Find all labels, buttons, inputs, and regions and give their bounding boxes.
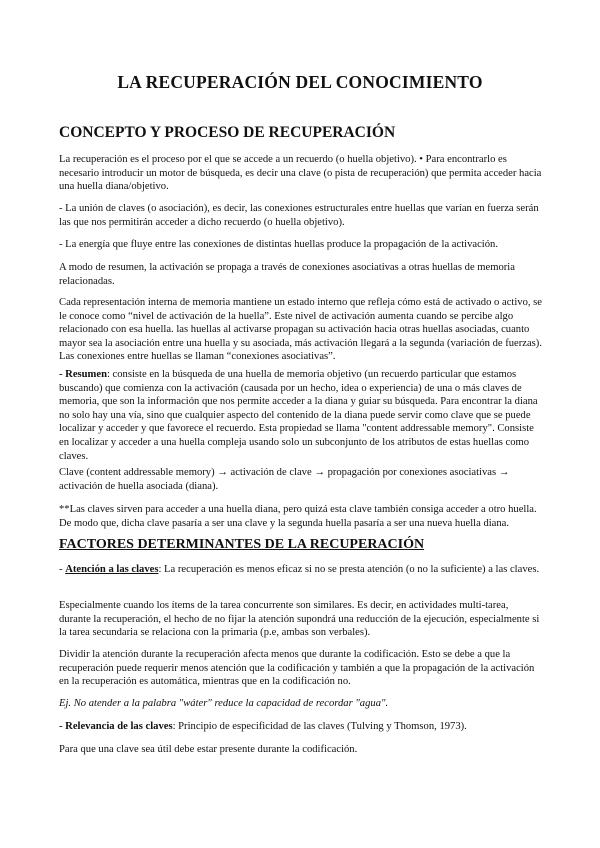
document-title: LA RECUPERACIÓN DEL CONOCIMIENTO [117, 72, 483, 92]
paragraph-resumen [59, 368, 542, 463]
resumen-label: - Resumen [59, 369, 107, 380]
paragraph-relevancia [59, 720, 542, 734]
paragraph [59, 261, 542, 288]
paragraph-text: - La energía que fluye entre las conexiones de distintas huellas produce la propagación de la activación. [59, 239, 498, 250]
paragraph [59, 238, 542, 252]
paragraph-text: Cada representación interna de memoria mantiene un estado interno que refleja cómo está de activado o activo, se le conoce como “nivel de activación de la huella”. Este nivel de activación aumenta cuando se percibe algo relacionado con esa huella. las huellas al activarse propagan su activación hacia otras huellas asociadas, cuanto mayor sea la asociación entre una huella y su asociada, más activación llegará a la segunda (variación de fuerzas). Las conexiones entre huellas se llaman “conexiones asociativas”. [59, 297, 542, 363]
example-paragraph [59, 697, 542, 711]
paragraph-text: - La unión de claves (o asociación), es decir, las conexiones estructurales entre huellas que varían en fuerza serán las que nos permitirán acceder a dicho recuerdo (o huella objetivo). [59, 203, 539, 228]
paragraph-text: Ej. No atender a la palabra "wáter" reduce la capacidad de recordar "agua". [59, 698, 389, 709]
bullet-prefix: - [59, 564, 66, 575]
paragraph-text [59, 368, 542, 463]
resumen-text: : consiste en la búsqueda de una huella de memoria objetivo (un recuerdo particular que estamos buscando) que comienza con la activación (causada por un hecho, idea o experiencia) de una o más claves de memoria, que son la información que nos permite acceder a la diana y guiar su búsqueda. Para encontrar la diana no solo hay una vía, sino que cualquier aspecto del contenido de la diana puede servir como clave que se puede localizar y acceder y que favorece el recuerdo. Esta propiedad se llama "content addressable memory". Consiste en localizar y acceder a una huella compleja usando solo un subconjunto de los atributos de estas huellas como claves. [59, 369, 538, 462]
paragraph-text: Dividir la atención durante la recuperación afecta menos que durante la codificación. Esto se debe a que la recuperación puede requerir menos atención que la codificación y también a que la propagación de la activación en la recuperación es automática, mientras que en la codificación no. [59, 649, 535, 688]
paragraph-text: La recuperación es el proceso por el que se accede a un recuerdo (o huella objetivo). • Para encontrarlo es necesario introducir un motor de búsqueda, es decir una clave (o pista de recuperación) que permita acceder hacia una huella diana/objetivo. [59, 154, 542, 193]
paragraph-text: Especialmente cuando los ítems de la tarea concurrente son similares. Es decir, en actividades multi-tarea, durante la recuperación, el hecho de no fijar la atención supondrá una reducción de la ejecución, especialmente si la tarea secundaria se relaciona con la primaria (p.e, ambas son verbales). [59, 600, 540, 639]
paragraph-text: Clave (content addressable memory) → activación de clave → propagación por conexiones asociativas → activación de huella asociada (diana). [59, 467, 510, 492]
paragraph [59, 648, 542, 689]
paragraph-atencion [59, 563, 542, 577]
paragraph-text: Para que una clave sea útil debe estar presente durante la codificación. [59, 744, 358, 755]
atencion-label: Atención a las claves [65, 564, 159, 575]
paragraph-text: A modo de resumen, la activación se propaga a través de conexiones asociativas a otras huellas de memoria relacionadas. [59, 262, 515, 287]
paragraph-text [59, 563, 542, 577]
relevancia-text: : Principio de especificidad de las claves (Tulving y Thomson, 1973). [172, 721, 467, 732]
paragraph-text: **Las claves sirven para acceder a una huella diana, pero quizá esta clave también consiga acceder a otro huella. De modo que, dicha clave pasaría a ser una clave y la segunda huella pasaría a ser una nueva huella diana. [59, 504, 537, 529]
paragraph [59, 202, 542, 229]
relevancia-label: - Relevancia de las claves [59, 721, 173, 732]
atencion-text: : La recuperación es menos eficaz si no se presta atención (o no la suficiente) a las claves. [158, 564, 540, 575]
paragraph [59, 153, 542, 194]
paragraph [59, 466, 542, 493]
paragraph [59, 503, 542, 530]
section-heading-concepto: CONCEPTO Y PROCESO DE RECUPERACIÓN [59, 124, 396, 141]
paragraph [59, 296, 542, 364]
paragraph-text [59, 720, 542, 734]
paragraph [59, 743, 542, 757]
paragraph [59, 599, 542, 640]
section-heading-factores: FACTORES DETERMINANTES DE LA RECUPERACIÓN [59, 537, 425, 552]
